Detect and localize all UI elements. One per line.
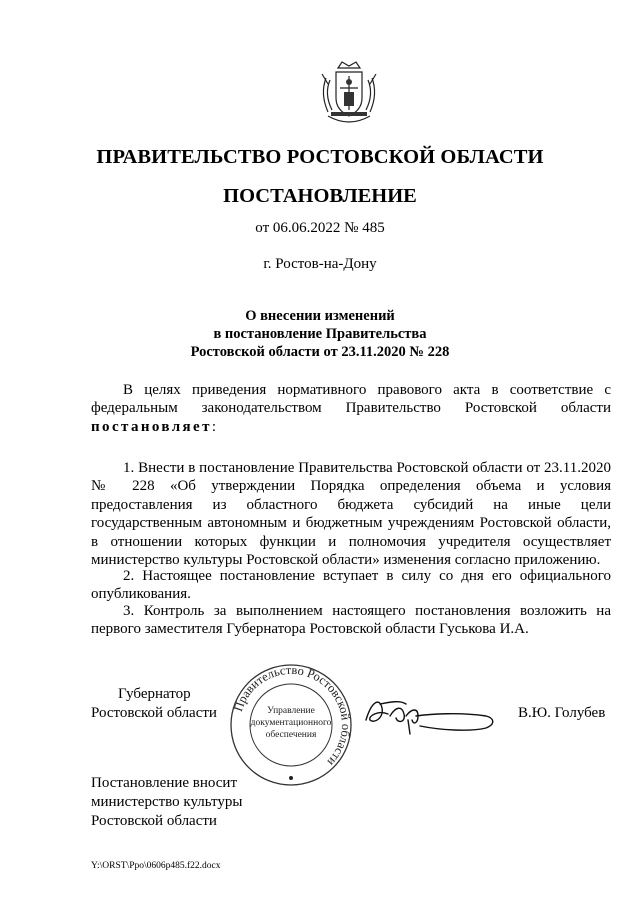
official-stamp	[228, 662, 354, 788]
government-title: ПРАВИТЕЛЬСТВО РОСТОВСКОЙ ОБЛАСТИ	[96, 146, 544, 168]
document-type: ПОСТАНОВЛЕНИЕ	[223, 185, 417, 207]
document-date-number: от 06.06.2022 № 485	[255, 220, 385, 236]
document-subject	[0, 307, 640, 361]
submitted-line: Постановление вносит	[91, 775, 238, 791]
preamble-colon: :	[211, 418, 217, 435]
subject-line: в постановление Правительства	[213, 326, 427, 342]
stamp-outer-text: Правительство Ростовской области	[231, 662, 354, 769]
decree-item-3: 3. Контроль за выполнением настоящего постановления возложить на первого заместителя Губернатора Ростовской области Гуськова И.А.	[91, 603, 611, 638]
decree-item-1: 1. Внести в постановление Правительства Ростовской области от 23.11.2020 № 228 «Об утверждении Порядка определения объема и условия предоставления из областного бюджета субсидий на иные цели государственным автономным и бюджетным учреждениям Ростовской области, в отношении которых функции и полномочия учредителя осуществляет министерство культуры Ростовской области» изменения согласно приложению.	[91, 460, 611, 569]
signatory-name: В.Ю. Голубев	[518, 705, 606, 721]
decree-item-2: 2. Настоящее постановление вступает в силу со дня его официального опубликования.	[91, 568, 611, 603]
signatory-position: Губернатор	[118, 686, 191, 702]
submitted-line: Ростовской области	[91, 813, 217, 829]
submitted-by-note	[91, 774, 243, 831]
preamble-text: В целях приведения нормативного правового акта в соответствие с федеральным законодательством Правительство Ростовской области	[91, 382, 611, 417]
stamp-inner-line: обеспечения	[265, 730, 317, 740]
handwritten-signature	[360, 690, 500, 742]
signatory-region: Ростовской области	[91, 705, 217, 721]
svg-text:Правительство Ростовской облас	[231, 663, 353, 769]
subject-line: О внесении изменений	[245, 308, 395, 324]
subject-line: Ростовской области от 23.11.2020 № 228	[190, 344, 450, 360]
coat-of-arms-icon	[316, 58, 382, 128]
decree-word: постановляет	[91, 418, 212, 435]
document-city: г. Ростов-на-Дону	[263, 256, 377, 272]
stamp-inner-line: документационного	[250, 718, 332, 728]
preamble-paragraph	[91, 381, 611, 436]
file-path: Y:\ORST\Ppo\0606p485.f22.docx	[91, 861, 221, 871]
submitted-line: министерство культуры	[91, 794, 243, 810]
stamp-inner-line: Управление	[267, 706, 315, 716]
